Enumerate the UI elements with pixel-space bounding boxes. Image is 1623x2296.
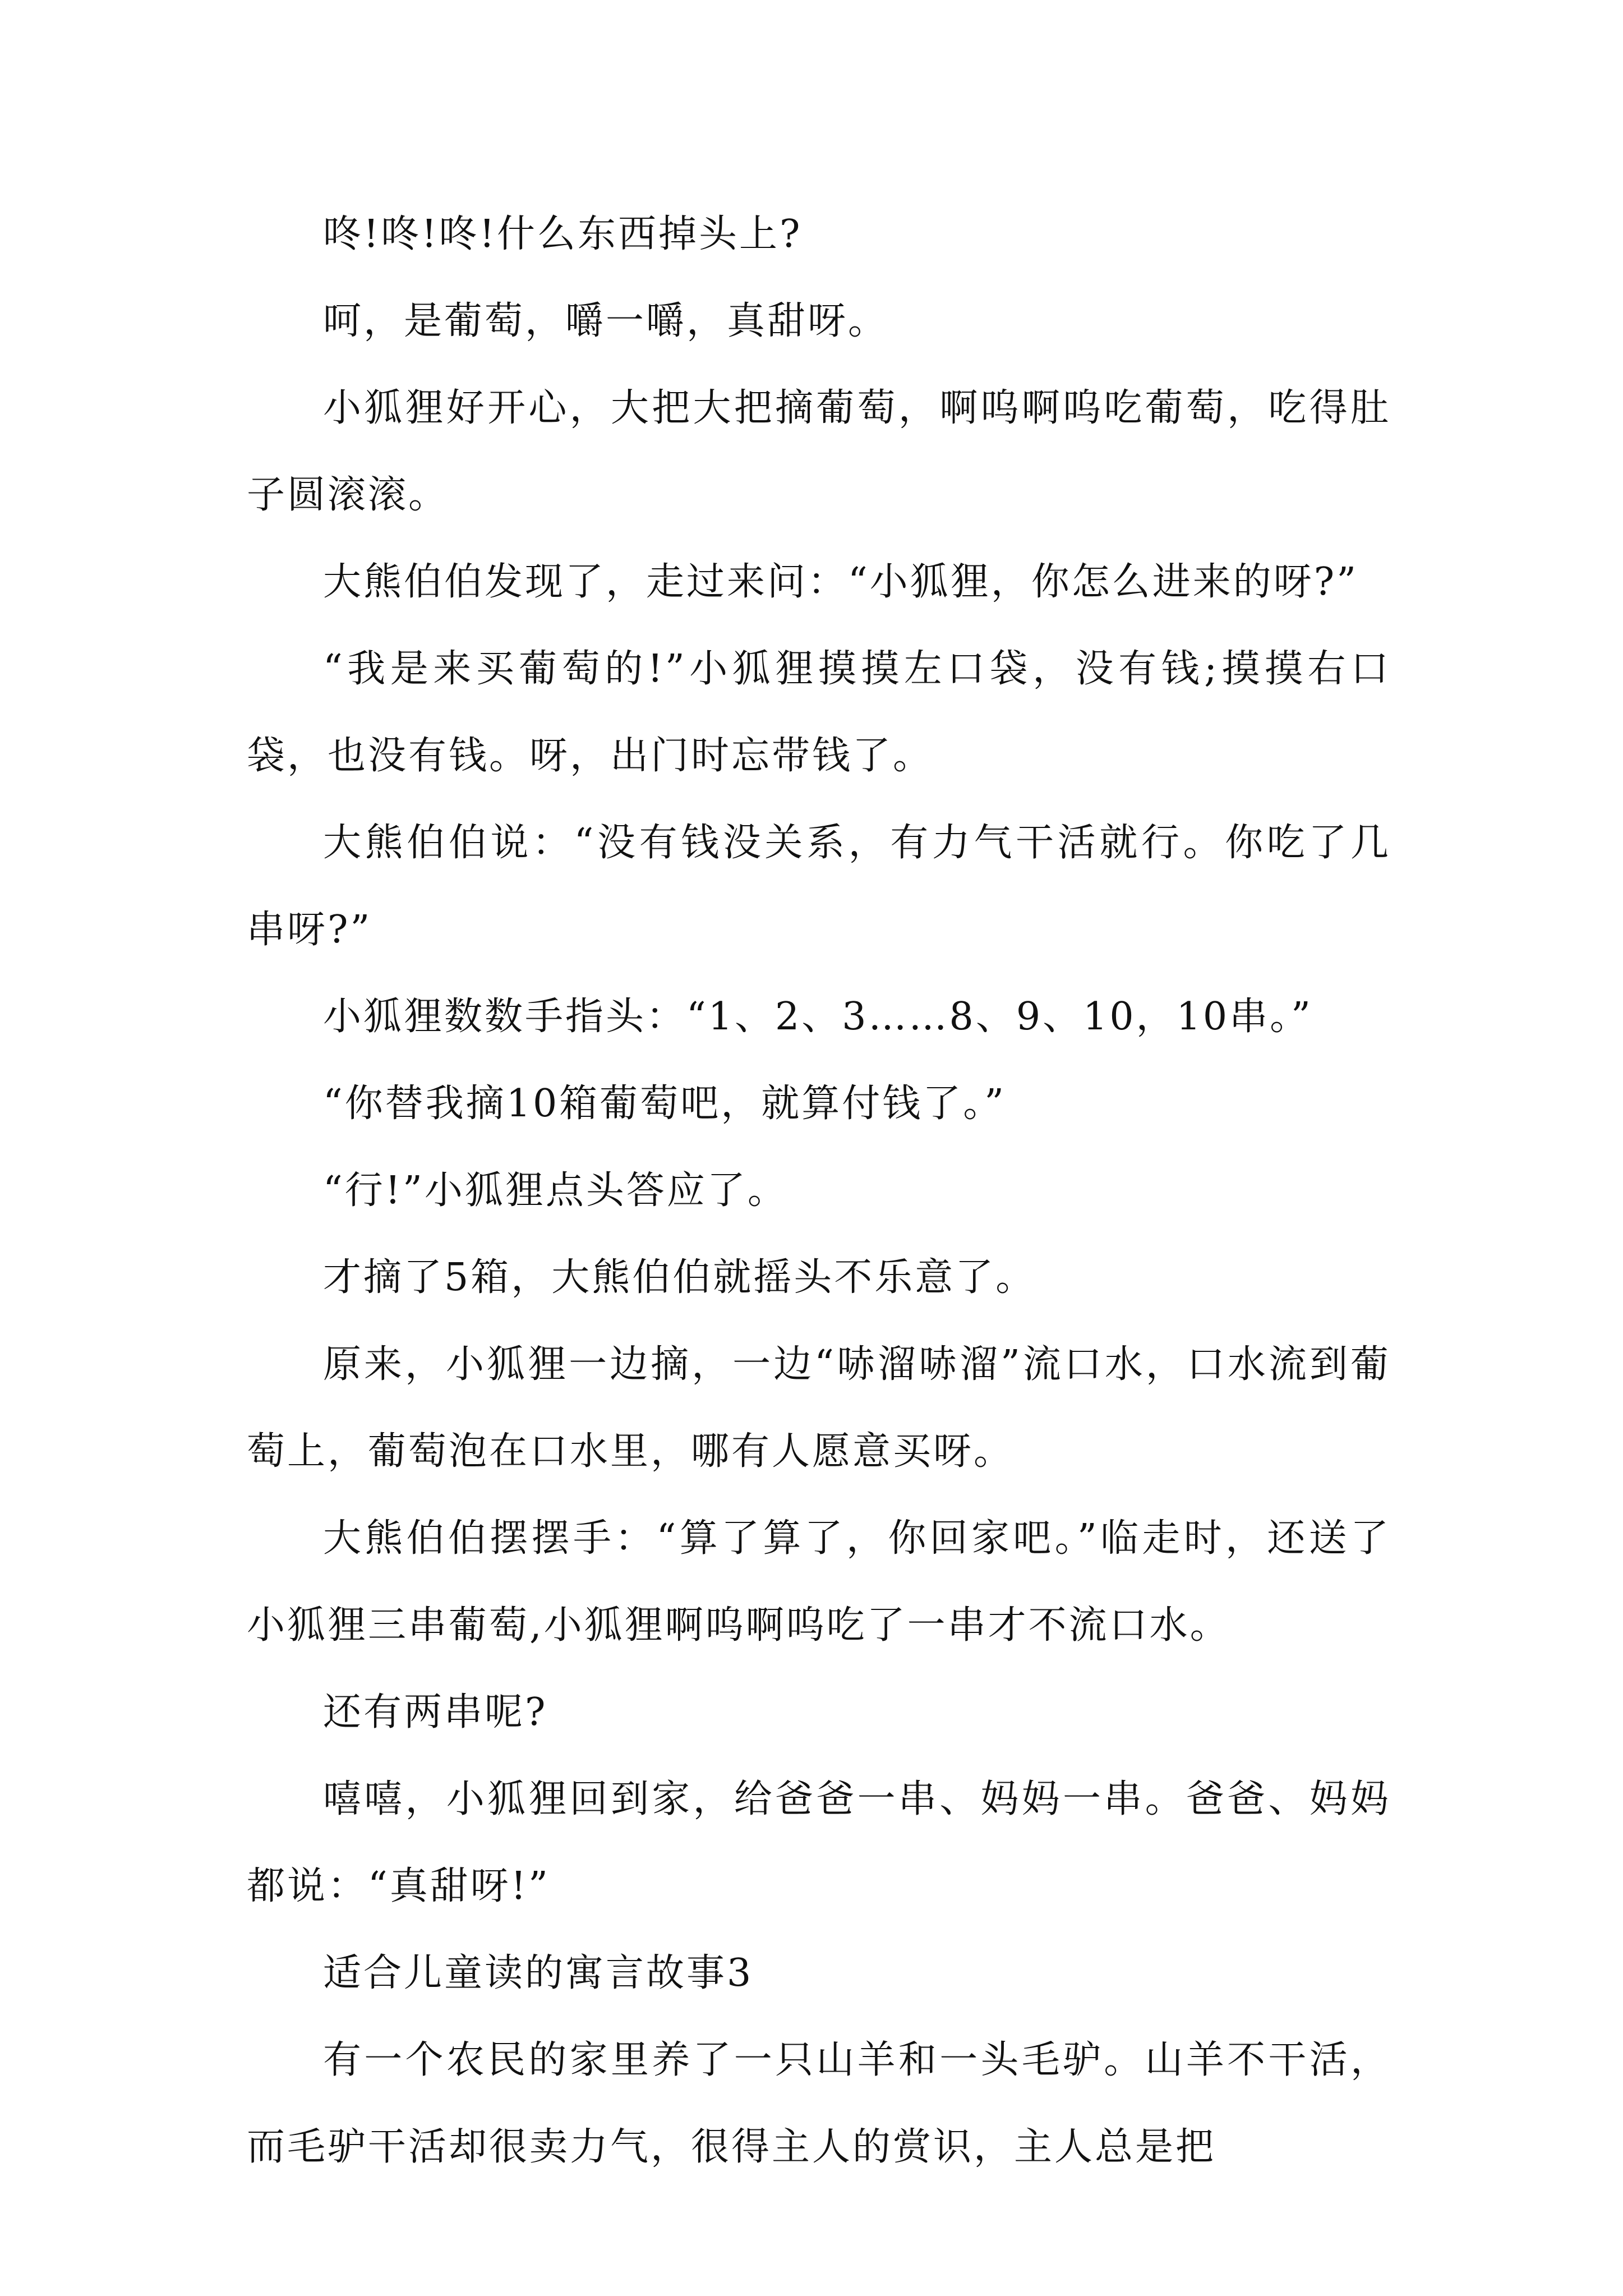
paragraph: 还有两串呢? [323,1690,548,1734]
section-heading: 适合儿童读的寓言故事3 [323,1951,754,1995]
paragraph: 原来，小狐狸一边摘，一边“哧溜哧溜”流口水，口水流到葡萄上，葡萄泡在口水里，哪有人愿意买呀。 [247,1342,1391,1474]
paragraph: “我是来买葡萄的!”小狐狸摸摸左口袋，没有钱;摸摸右口袋，也没有钱。呀，出门时忘带钱了。 [247,647,1391,778]
paragraph: 咚!咚!咚!什么东西掉头上? [323,212,803,256]
paragraph: 嘻嘻，小狐狸回到家，给爸爸一串、妈妈一串。爸爸、妈妈都说：“真甜呀!” [247,1777,1391,1908]
paragraph: 小狐狸好开心，大把大把摘葡萄，啊呜啊呜吃葡萄，吃得肚子圆滚滚。 [247,386,1391,517]
paragraph: 大熊伯伯摆摆手：“算了算了，你回家吧。”临走时，还送了小狐狸三串葡萄,小狐狸啊呜啊呜吃了一串才不流口水。 [247,1516,1391,1648]
paragraph: 呵，是葡萄，嚼一嚼，真甜呀。 [323,299,889,343]
paragraph: “行!”小狐狸点头答应了。 [323,1168,788,1213]
paragraph: “你替我摘10箱葡萄吧，就算付钱了。” [323,1082,1007,1126]
paragraph: 小狐狸数数手指头：“1、2、3……8、9、10，10串。” [323,995,1313,1039]
paragraph: 才摘了5箱，大熊伯伯就摇头不乐意了。 [323,1255,1036,1300]
document-body [247,191,1391,2191]
paragraph: 大熊伯伯说：“没有钱没关系，有力气干活就行。你吃了几串呀?” [247,821,1391,952]
paragraph: 有一个农民的家里养了一只山羊和一头毛驴。山羊不干活，而毛驴干活却很卖力气，很得主人的赏识，主人总是把 [247,2038,1391,2169]
paragraph: 大熊伯伯发现了，走过来问：“小狐狸，你怎么进来的呀?” [323,560,1358,604]
